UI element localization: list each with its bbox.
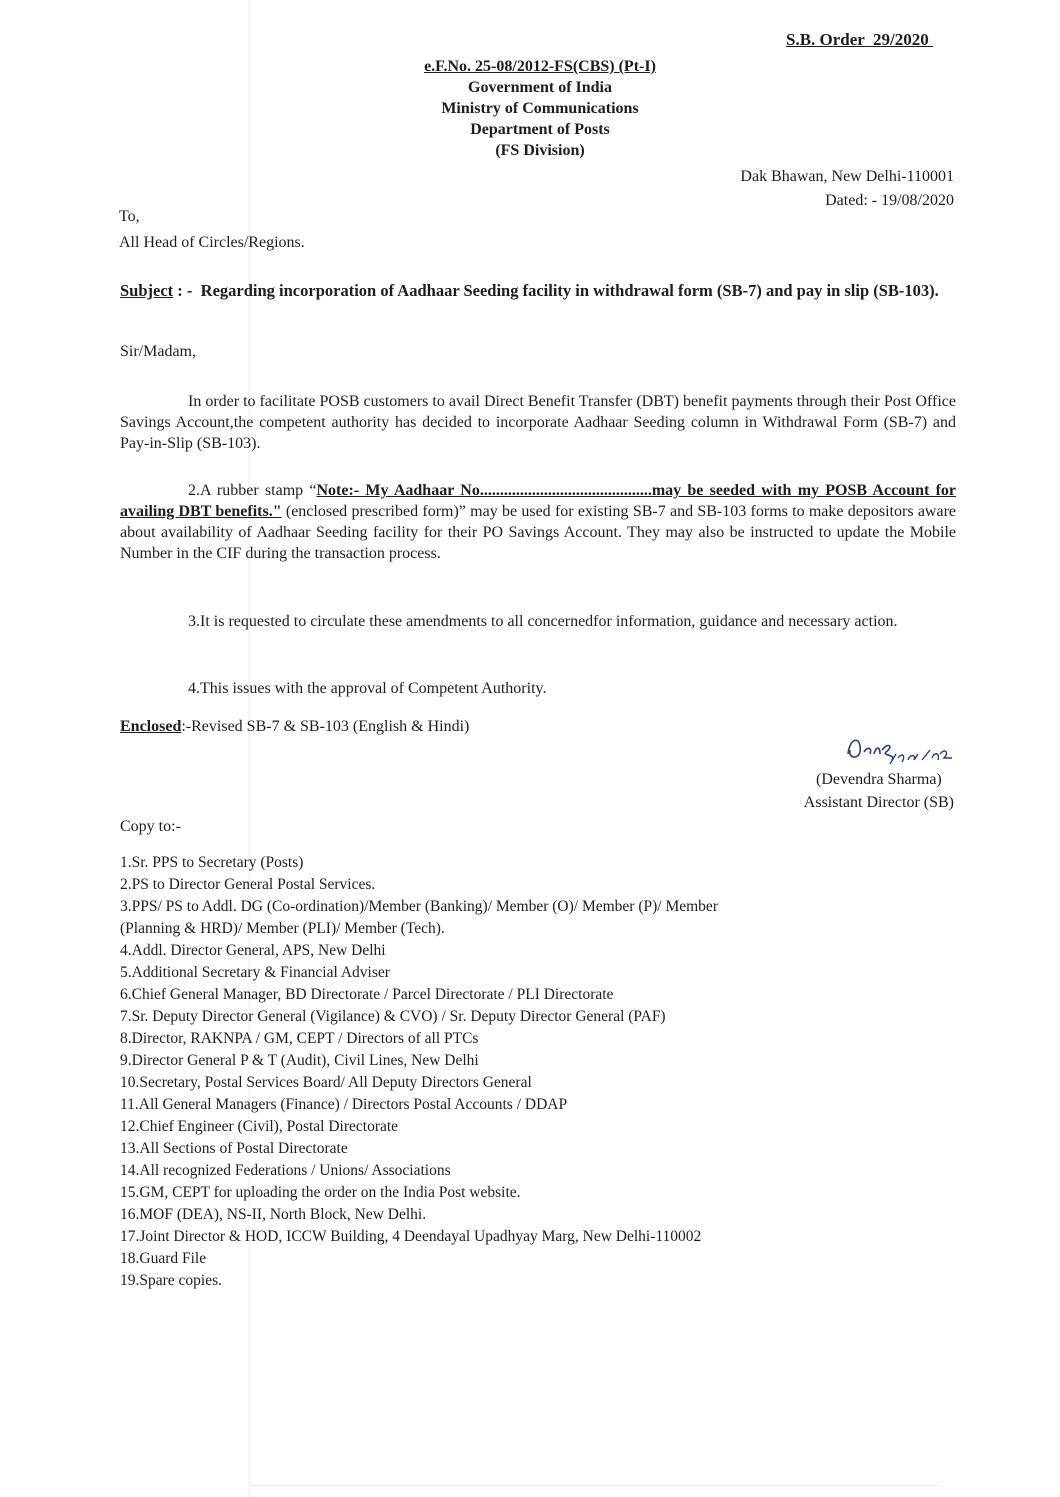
salutation: Sir/Madam,: [120, 343, 196, 360]
paragraph-2: [120, 480, 956, 564]
list-item: 19.Spare copies.: [120, 1272, 223, 1289]
subject-line: [120, 280, 940, 302]
paragraph-2-end: (enclosed prescribed form)” may be used for existing SB-7 and SB-103 forms to make depositors aware about availability of Aadhaar Seeding facility for their PO Savings Account. They may also be instructed to update the Mobile Number in the CIF during the transaction process.: [120, 503, 957, 562]
enclosure-line: [120, 718, 469, 736]
signatory-name: (Devendra Sharma): [816, 771, 942, 788]
list-item: 8.Director, RAKNPA / GM, CEPT / Directors of all PTCs: [120, 1030, 479, 1047]
list-item: 10.Secretary, Postal Services Board/ All Deputy Directors General: [120, 1074, 532, 1091]
rubber-stamp-text: Note:- My Aadhaar No...........................................may be seeded with my POSB Account for availing DBT benefits.": [120, 482, 956, 520]
paragraph-3: [120, 611, 956, 632]
paragraph-1-text: In order to facilitate POSB customers to avail Direct Benefit Transfer (DBT) benefit payments through their Post Office Savings Account,the competent authority has decided to incorporate Aadhaar Seeding column in Withdrawal Form (SB-7) and Pay-in-Slip (SB-103).: [120, 393, 956, 452]
list-item: 6.Chief General Manager, BD Directorate / Parcel Directorate / PLI Directorate: [120, 986, 614, 1003]
letterhead: [340, 56, 740, 161]
list-item: 2.PS to Director General Postal Services.: [120, 876, 376, 893]
list-item: 9.Director General P & T (Audit), Civil Lines, New Delhi: [120, 1052, 479, 1069]
list-item: (Planning & HRD)/ Member (PLI)/ Member (Tech).: [120, 920, 445, 937]
list-item: 13.All Sections of Postal Directorate: [120, 1140, 348, 1157]
list-item: 18.Guard File: [120, 1250, 207, 1267]
file-number: e.F.No. 25-08/2012-FS(CBS) (Pt-I): [424, 58, 656, 75]
government-line: Government of India: [468, 79, 612, 96]
subject-text: Regarding incorporation of Aadhaar Seeding facility in withdrawal form (SB-7) and pay in slip (SB-103).: [200, 281, 939, 300]
paragraph-2-start: 2.A rubber stamp “: [188, 482, 317, 499]
sender-address: [740, 165, 954, 213]
list-item: 14.All recognized Federations / Unions/ Associations: [120, 1162, 451, 1179]
copy-to-list: [120, 852, 718, 1292]
list-item: 3.PPS/ PS to Addl. DG (Co-ordination)/Member (Banking)/ Member (O)/ Member (P)/ Member: [120, 898, 718, 915]
signatory-designation: Assistant Director (SB): [803, 794, 954, 811]
handwritten-signature: [840, 724, 960, 774]
subject-label: Subject: [120, 281, 174, 300]
recipient-block: [119, 204, 305, 256]
enclosed-label: Enclosed: [120, 718, 182, 735]
ministry-line: Ministry of Communications: [441, 100, 639, 117]
scan-edge-line: [250, 1485, 940, 1486]
order-number: S.B. Order 29/2020: [786, 30, 934, 49]
paragraph-4-text: 4.This issues with the approval of Competent Authority.: [188, 680, 547, 697]
enclosed-text: :-Revised SB-7 & SB-103 (English & Hindi): [181, 718, 470, 735]
address-date: Dated: - 19/08/2020: [825, 192, 954, 209]
list-item: 16.MOF (DEA), NS-II, North Block, New Delhi.: [120, 1206, 427, 1223]
list-item: 11.All General Managers (Finance) / Directors Postal Accounts / DDAP: [120, 1096, 568, 1113]
copy-to-label: Copy to:-: [120, 818, 181, 835]
subject-separator: : -: [173, 281, 201, 300]
address-place: Dak Bhawan, New Delhi-110001: [740, 168, 954, 185]
list-item: 5.Additional Secretary & Financial Adviser: [120, 964, 390, 981]
department-line: Department of Posts: [470, 121, 610, 138]
signatory-block: [804, 768, 954, 814]
paragraph-1: [120, 391, 956, 454]
list-item: 1.Sr. PPS to Secretary (Posts): [120, 854, 304, 871]
recipient-to: To,: [119, 208, 140, 225]
paragraph-4: [120, 678, 956, 699]
list-item: 7.Sr. Deputy Director General (Vigilance) & CVO) / Sr. Deputy Director General (PAF): [120, 1008, 666, 1025]
list-item: 12.Chief Engineer (Civil), Postal Directorate: [120, 1118, 399, 1135]
list-item: 15.GM, CEPT for uploading the order on the India Post website.: [120, 1184, 521, 1201]
paragraph-3-text: 3.It is requested to circulate these amendments to all concernedfor information, guidance and necessary action.: [188, 613, 898, 630]
division-line: (FS Division): [495, 142, 585, 159]
list-item: 17.Joint Director & HOD, ICCW Building, 4 Deendayal Upadhyay Marg, New Delhi-110002: [120, 1228, 702, 1245]
list-item: 4.Addl. Director General, APS, New Delhi: [120, 942, 386, 959]
recipient-name: All Head of Circles/Regions.: [119, 234, 305, 251]
